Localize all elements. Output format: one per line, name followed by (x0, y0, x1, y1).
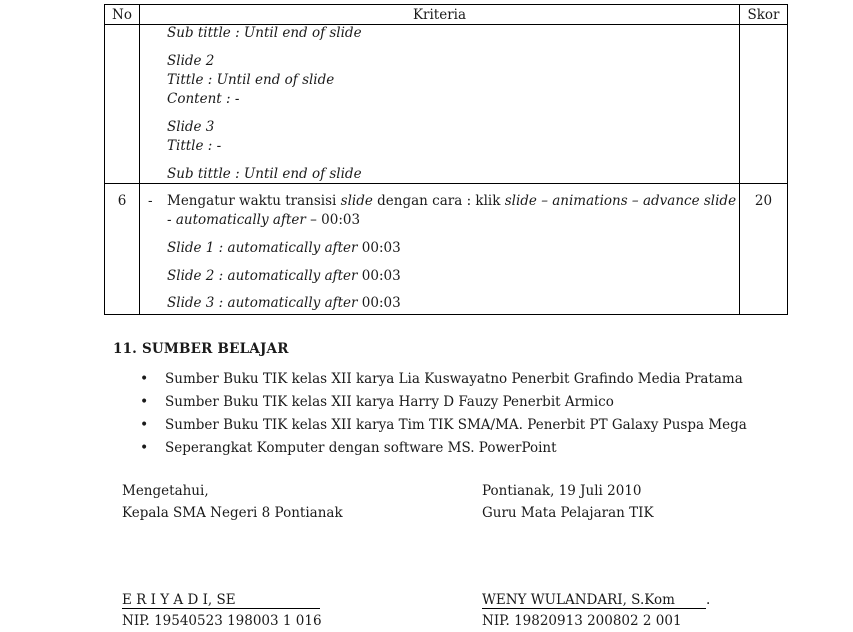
criteria-text: Slide 2 (167, 53, 215, 69)
criteria-text: Tittle : Until end of slide (167, 72, 335, 88)
bullet-icon: • (140, 440, 149, 456)
criteria-text: Slide 3 (167, 119, 215, 135)
criteria-text: Content : - (167, 91, 240, 107)
criteria-text: slide (340, 193, 373, 209)
criteria-text: Sub tittle : Until end of slide (167, 25, 362, 41)
criteria-line (167, 72, 334, 88)
criteria-text: dengan cara : klik (372, 193, 505, 209)
section-title: 11. SUMBER BELAJAR (113, 341, 289, 357)
row-number: 6 (105, 184, 140, 315)
acknowledged-label: Mengetahui, (122, 483, 209, 499)
criteria-line (167, 138, 221, 154)
principal-nip: NIP. 19540523 198003 1 016 (122, 613, 322, 629)
teacher-role: Guru Mata Pelajaran TIK (482, 505, 654, 521)
criteria-line (167, 240, 401, 256)
criteria-text: Sub tittle : Until end of slide (167, 166, 362, 182)
principal-name: E R I Y A D I, SE (122, 592, 320, 609)
criteria-line (167, 193, 736, 209)
rubric-table (104, 4, 788, 315)
list-item (140, 392, 747, 415)
row-number-cell (105, 25, 140, 184)
list-item-text: Sumber Buku TIK kelas XII karya Tim TIK SMA/MA. Penerbit PT Galaxy Puspa Mega (165, 417, 747, 433)
teacher-name: WENY WULANDARI, S.Kom (482, 592, 706, 609)
list-item (140, 369, 747, 392)
teacher-nip: NIP. 19820913 200802 2 001 (482, 613, 682, 629)
table-row (105, 25, 788, 184)
criteria-line (167, 53, 214, 69)
list-item-text: Sumber Buku TIK kelas XII karya Harry D Fauzy Penerbit Armico (165, 394, 614, 410)
criteria-line (167, 119, 214, 135)
criteria-text: – 00:03 (305, 212, 361, 228)
header-no: No (105, 5, 140, 25)
criteria-cell (140, 184, 740, 315)
bullet-icon: • (140, 417, 149, 433)
header-score: Skor (740, 5, 788, 25)
criteria-lines (140, 25, 739, 183)
criteria-text: Tittle : - (167, 138, 222, 154)
criteria-text: Slide 1 : automatically after (167, 240, 358, 256)
principal-role: Kepala SMA Negeri 8 Pontianak (122, 505, 343, 521)
list-item (140, 438, 747, 461)
criteria-line (167, 295, 401, 311)
list-item (140, 415, 747, 438)
criteria-cell (140, 25, 740, 184)
table-header-row (105, 5, 788, 25)
criteria-text: Slide 2 : automatically after (167, 268, 358, 284)
criteria-text: 00:03 (357, 295, 401, 311)
criteria-text: - automatically after (167, 212, 306, 228)
teacher-name-trail: . (706, 592, 711, 608)
place-date: Pontianak, 19 Juli 2010 (482, 483, 642, 499)
criteria-text: 00:03 (357, 240, 401, 256)
criteria-text: Slide 3 : automatically after (167, 295, 358, 311)
list-item-text: Sumber Buku TIK kelas XII karya Lia Kuswayatno Penerbit Grafindo Media Pratama (165, 371, 743, 387)
score-cell (740, 25, 788, 184)
source-list (140, 369, 747, 461)
criteria-line (167, 268, 401, 284)
table-row (105, 184, 788, 315)
criteria-text: Mengatur waktu transisi (167, 193, 341, 209)
bullet-icon: • (140, 394, 149, 410)
criteria-lines (140, 184, 739, 314)
row-score: 20 (740, 184, 788, 315)
criteria-line (167, 25, 362, 41)
criteria-line (167, 166, 362, 182)
bullet-icon: • (140, 371, 149, 387)
header-criteria: Kriteria (140, 5, 740, 25)
criteria-text: 00:03 (357, 268, 401, 284)
criteria-line (167, 212, 360, 228)
list-dash: - (148, 193, 153, 209)
criteria-text: slide – animations – advance slide (504, 193, 737, 209)
list-item-text: Seperangkat Komputer dengan software MS. PowerPoint (165, 440, 557, 456)
criteria-line (167, 91, 239, 107)
